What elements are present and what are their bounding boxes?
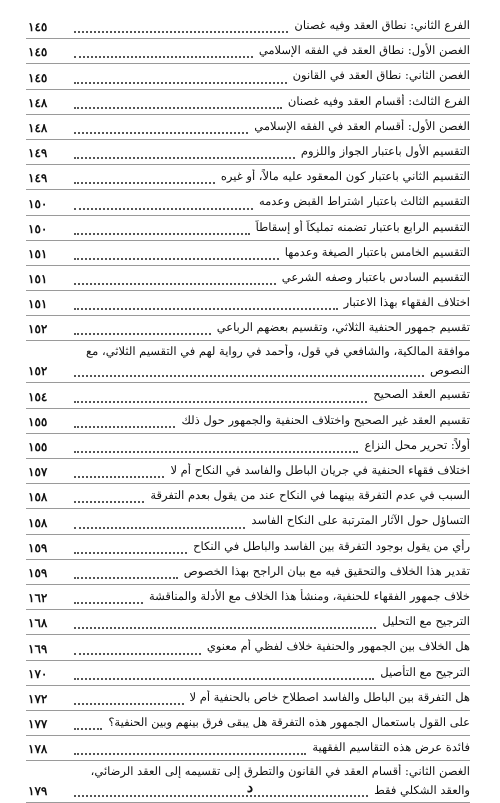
toc-entry-title: هل التفرقة بين الباطل والفاسد اصطلاح خاص بالحنفية أم لا — [189, 689, 470, 704]
toc-page-number: ١٤٥ — [28, 20, 48, 35]
dot-leader — [74, 575, 178, 579]
toc-entry-title: التقسيم الرابع باعتبار تضمنه تمليكاً أو إسقاطاً — [255, 219, 470, 234]
toc-page-number: ١٧٩ — [28, 784, 48, 799]
toc-entry-title: موافقة المالكية، والشافعي في قول، وأحمد في رواية لهم في التقسيم الثلاثي، مع — [86, 344, 470, 359]
dot-leader — [74, 373, 424, 377]
toc-page-number: ١٤٩ — [28, 171, 48, 186]
toc-entry-title: التقسيم الخامس باعتبار الصيغة وعدمها — [284, 244, 470, 259]
toc-entry — [26, 266, 470, 291]
toc-entry — [26, 686, 470, 711]
toc-page-number: ١٤٨ — [28, 120, 48, 135]
toc-entry — [26, 64, 470, 89]
dot-leader — [74, 600, 143, 604]
toc-page-number: ١٥٥ — [28, 440, 48, 454]
dot-leader — [74, 751, 306, 755]
toc-entry-title: الغصن الثاني: أقسام العقد في القانون والتطرق إلى تقسيمه إلى العقد الرضائي، — [90, 764, 470, 779]
toc-entry — [26, 585, 470, 610]
toc-entry-title: التقسيم الثاني باعتبار كون المعقود عليه مالاً، أو غيره — [220, 169, 470, 184]
toc-page-number: ١٥٠ — [28, 196, 48, 211]
toc-entry — [26, 14, 470, 39]
toc-entry-title: الغصن الأول: نطاق العقد في الفقه الإسلامي — [258, 43, 470, 58]
toc-entry-title: التقسيم الأول باعتبار الجواز واللزوم — [300, 143, 470, 158]
toc-page-number: ١٧٢ — [28, 691, 48, 706]
toc-page-number: ١٦٢ — [28, 591, 48, 606]
toc-entry-title: الترجيح مع التحليل — [382, 614, 470, 629]
toc-entry-title: رأي من يقول بوجود التفرقة بين الفاسد والباطل في النكاح — [193, 538, 470, 553]
toc-entry-title: هل الخلاف بين الجمهور والحنفية خلاف لفظي أم معنوي — [206, 639, 470, 654]
toc-entry-title: اختلاف الفقهاء بهذا الاعتبار — [343, 295, 470, 310]
toc-entry-title: الفرع الثاني: نطاق العقد وفيه غصنان — [294, 18, 470, 32]
toc-entry — [26, 711, 470, 736]
dot-leader — [74, 130, 248, 134]
dot-leader — [74, 399, 367, 403]
dot-leader — [74, 499, 144, 503]
toc-entry-title: أولاً: تحرير محل النزاع — [364, 437, 470, 452]
toc-page-number: ١٦٨ — [28, 616, 48, 631]
toc-page-number: ١٧٠ — [28, 666, 48, 681]
toc-page-number: ١٥٨ — [28, 490, 48, 505]
toc-page-number: ١٥٩ — [28, 540, 48, 555]
toc-page-number: ١٧٧ — [28, 717, 48, 732]
toc-entry-title: خلاف جمهور الفقهاء للحنفية، ومنشأ هذا الخلاف مع الأدلة والمناقشة — [148, 588, 470, 603]
dot-leader — [74, 80, 287, 84]
dot-leader — [74, 625, 376, 629]
dot-leader — [74, 449, 358, 453]
toc-entry-title: الغصن الأول: أقسام العقد في الفقه الإسلامي — [254, 118, 470, 133]
toc-entry-title: الغصن الثاني: نطاق العقد في القانون — [292, 68, 470, 83]
toc-entry-title: السبب في عدم التفرقة بينهما في النكاح عند من يقول بعدم التفرقة — [150, 488, 470, 503]
toc-entry-title: فائدة عرض هذه التقاسيم الفقهية — [312, 740, 470, 755]
toc-entry — [26, 409, 470, 434]
toc-entry — [26, 535, 470, 560]
toc-page-number: ١٥٧ — [28, 465, 48, 480]
toc-page-number: ١٧٨ — [28, 742, 48, 757]
toc-entry — [26, 459, 470, 484]
dot-leader — [74, 331, 211, 335]
toc-page-number: ١٥١ — [28, 272, 48, 287]
toc-entry-title-continued: والعقد الشكلي فقط — [374, 783, 470, 798]
toc-page-number: ١٦٩ — [28, 641, 48, 656]
dot-leader — [74, 256, 279, 260]
toc-entry — [26, 216, 470, 241]
toc-entry — [26, 560, 470, 585]
dot-leader — [74, 54, 253, 58]
toc-entry-title: الفرع الثالث: أقسام العقد وفيه غصنان — [287, 93, 470, 108]
toc-entry — [26, 434, 470, 459]
toc-page-number: ١٥٢ — [28, 364, 48, 379]
toc-entry-title: اختلاف فقهاء الحنفية في جريان الباطل والفاسد في النكاح أم لا — [170, 463, 470, 477]
toc-entry-title: تقسيم جمهور الحنفية الثلاثي، وتقسيم بعضهم الرباعي — [216, 320, 470, 335]
toc-page-number: ١٤٥ — [28, 70, 48, 85]
toc-entry — [26, 165, 470, 190]
toc-entry — [26, 736, 470, 761]
toc-entry-title: على القول باستعمال الجمهور هذه التفرقة هل يبقى فرق بينهم وبين الحنفية؟ — [108, 714, 470, 729]
toc-entry — [26, 509, 470, 534]
toc-page-number: ١٥٥ — [28, 414, 48, 429]
toc-page-number: ١٥٠ — [28, 221, 48, 236]
toc-entry — [26, 635, 470, 660]
dot-leader — [74, 155, 295, 159]
dot-leader — [74, 676, 374, 680]
toc-entry — [26, 661, 470, 686]
toc-entry — [26, 39, 470, 64]
dot-leader — [74, 29, 288, 33]
dot-leader — [74, 231, 250, 235]
toc-page-number: ١٤٨ — [28, 95, 48, 110]
dot-leader — [74, 525, 245, 529]
toc-entry — [26, 610, 470, 635]
dot-leader — [74, 651, 201, 655]
toc-page-number: ١٥١ — [28, 297, 48, 312]
toc-page-number: ١٥٩ — [28, 565, 48, 580]
toc-page-number: ١٥٨ — [28, 515, 48, 530]
toc-page-number: ١٥٤ — [28, 389, 48, 404]
toc-entry — [26, 90, 470, 115]
dot-leader — [74, 281, 276, 285]
dot-leader — [74, 550, 187, 554]
toc-entry — [26, 115, 470, 140]
toc-entry — [26, 316, 470, 341]
toc-page-number: ١٥١ — [28, 246, 48, 261]
toc-page-number: ١٤٥ — [28, 45, 48, 60]
page-footer-letter: د — [246, 780, 254, 796]
toc-entry-title: تقدير هذا الخلاف والتحقيق فيه مع بيان الراجح بهذا الخصوص — [183, 563, 470, 578]
toc-entry-title: التساؤل حول الآثار المترتبة على النكاح الفاسد — [251, 513, 470, 528]
toc-entry — [26, 241, 470, 266]
toc-entry-title-continued: النصوص — [430, 363, 470, 378]
toc-entry — [26, 190, 470, 215]
dot-leader — [74, 306, 338, 310]
toc-entry — [26, 383, 470, 408]
dot-leader — [74, 180, 215, 184]
toc-entry — [26, 291, 470, 316]
toc-entry-title: التقسيم الثالث باعتبار اشتراط القبض وعدمه — [258, 194, 470, 209]
toc-entry-title: تقسيم العقد الصحيح — [373, 387, 470, 402]
toc-entry-title: التقسيم السادس باعتبار وصفه الشرعي — [281, 269, 470, 284]
toc-entry-title: الترجيح مع التأصيل — [380, 664, 470, 679]
toc-page-number: ١٥٢ — [28, 322, 48, 337]
toc-entry-title: تقسيم العقد غير الصحيح واختلاف الحنفية والجمهور حول ذلك — [181, 412, 470, 427]
dot-leader — [74, 474, 164, 478]
dot-leader — [74, 105, 282, 109]
toc-entry — [26, 140, 470, 165]
dot-leader — [74, 701, 184, 705]
table-of-contents — [26, 14, 470, 803]
toc-page-number: ١٤٩ — [28, 146, 48, 161]
dot-leader — [74, 424, 175, 428]
toc-entry — [26, 341, 470, 383]
dot-leader — [74, 726, 102, 730]
dot-leader — [74, 206, 253, 210]
toc-entry — [26, 484, 470, 509]
